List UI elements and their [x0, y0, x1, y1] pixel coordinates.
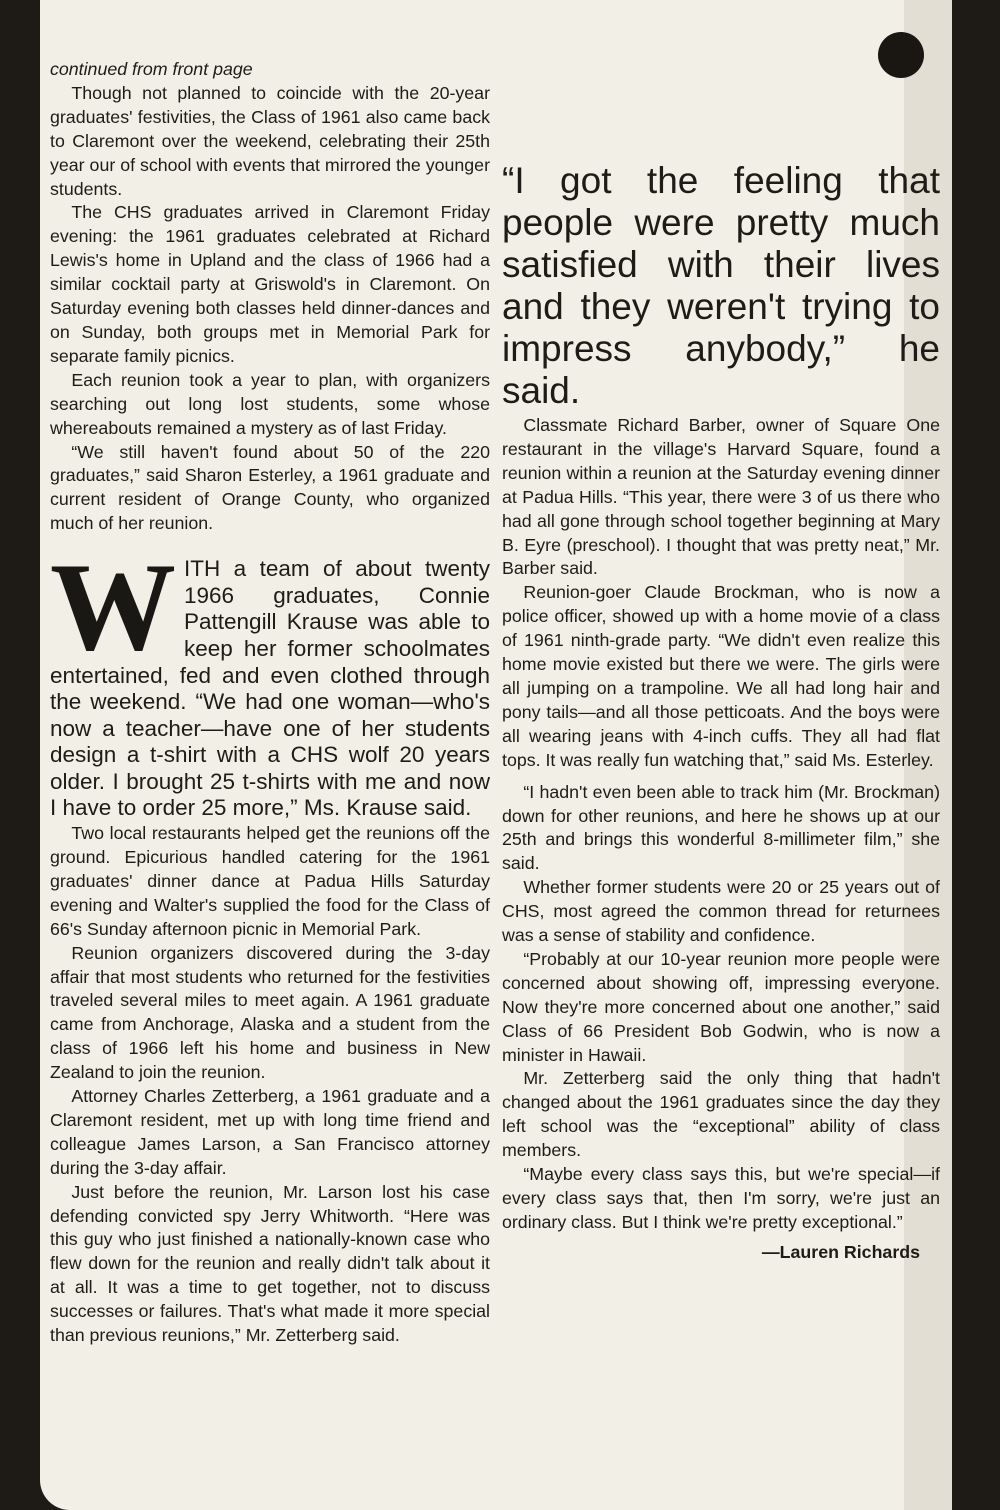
paragraph: The CHS graduates arrived in Claremont Friday evening: the 1961 graduates celebrated at Richard Lewis's home in Upland and the class of 1966 had a similar cocktail party at Griswold's in Claremont. On Saturday evening both classes held dinner-dances and on Sunday, both groups met in Memorial Park for separate family picnics. — [50, 202, 490, 366]
paragraph: Whether former students were 20 or 25 years out of CHS, most agreed the common thread for returnees was a sense of stability and confidence. — [502, 877, 940, 946]
paragraph: Mr. Zetterberg said the only thing that hadn't changed about the 1961 graduates since the day they left school was the “exceptional” ability of class members. — [502, 1068, 940, 1161]
paragraph: Attorney Charles Zetterberg, a 1961 graduate and a Claremont resident, met up with long time friend and colleague James Larson, a San Francisco attorney during the 3-day affair. — [50, 1086, 490, 1178]
byline: —Lauren Richards — [761, 1241, 920, 1262]
lead-paragraph: ITH a team of about twenty 1966 graduates, Connie Pattengill Krause was able to keep her former schoolmates entertained, fed and even clothed through the weekend. “We had one woman—who's now a teacher—have one of her students design a t-shirt with a CHS wolf 20 years older. I brought 25 t-shirts with me and now I have to order 25 more,” Ms. Krause said. — [50, 556, 490, 821]
paragraph: Each reunion took a year to plan, with organizers searching out long lost students, some whose whereabouts remained a mystery as of last Friday. — [50, 369, 490, 438]
paragraph: Reunion-goer Claude Brockman, who is now a police officer, showed up with a home movie of a class of 1961 ninth-grade party. “We didn't even realize this home movie existed but there we were. The girls were all jumping on a trampoline. We all had long hair and pony tails—and all those petticoats. And the boys were all wearing jeans with 4-inch cuffs. They all had flat tops. It was really fun watching that,” said Ms. Esterley. — [502, 582, 940, 770]
kicker: continued from front page — [50, 59, 253, 79]
paragraph: “Probably at our 10-year reunion more people were concerned about showing off, impressing everyone. Now they're more concerned about one another,” said Class of 66 President Bob Godwin, who is now a minister in Hawaii. — [502, 948, 940, 1065]
paragraph: “I hadn't even been able to track him (Mr. Brockman) down for other reunions, and here he shows up at our 25th and brings this wonderful 8-millimeter film,” she said. — [502, 781, 940, 874]
newspaper-page — [40, 0, 952, 1510]
paragraph: Just before the reunion, Mr. Larson lost his case defending convicted spy Jerry Whitworth. “Here was this guy who just finished a nationally-known case who flew down for the reunion and really didn't talk about it at all. It was a time to get together, not to discuss successes or failures. That's what made it more special than previous reunions,” Mr. Zetterberg said. — [50, 1181, 490, 1346]
paragraph: Two local restaurants helped get the reunions off the ground. Epicurious handled catering for the 1961 graduates' dinner dance at Padua Hills Saturday evening and Walter's supplied the food for the Class of 66's Sunday afternoon picnic in Memorial Park. — [50, 823, 490, 939]
paragraph: “Maybe every class says this, but we're special—if every class says that, then I'm sorry, we're just an ordinary class. But I think we're pretty exceptional.” — [502, 1164, 940, 1232]
right-column — [502, 160, 940, 1265]
paragraph: “We still haven't found about 50 of the 220 graduates,” said Sharon Esterley, a 1961 graduate and current resident of Orange County, who organized much of her reunion. — [50, 441, 490, 534]
pull-quote: “I got the feeling that people were pretty much satisfied with their lives and they weren't trying to impress anybody,” he said. — [502, 160, 940, 411]
paragraph: Classmate Richard Barber, owner of Square One restaurant in the village's Harvard Square, found a reunion within a reunion at the Saturday evening dinner at Padua Hills. “This year, there were 3 of us there who had all gone through school together beginning at Mary B. Eyre (preschool). I thought that was pretty neat,” Mr. Barber said. — [502, 415, 940, 579]
drop-cap: W — [50, 538, 176, 678]
paragraph: Though not planned to coincide with the 20-year graduates' festivities, the Class of 1961 also came back to Claremont over the weekend, celebrating their 25th year our of school with events that mirrored the younger students. — [50, 82, 490, 199]
paragraph: Reunion organizers discovered during the 3-day affair that most students who returned for the festivities traveled several miles to meet again. A 1961 graduate came from Anchorage, Alaska and a student from the class of 1966 left his home and business in New Zealand to join the reunion. — [50, 942, 490, 1083]
left-column — [50, 58, 490, 1348]
lead-section — [50, 538, 490, 822]
punch-hole — [878, 32, 924, 78]
